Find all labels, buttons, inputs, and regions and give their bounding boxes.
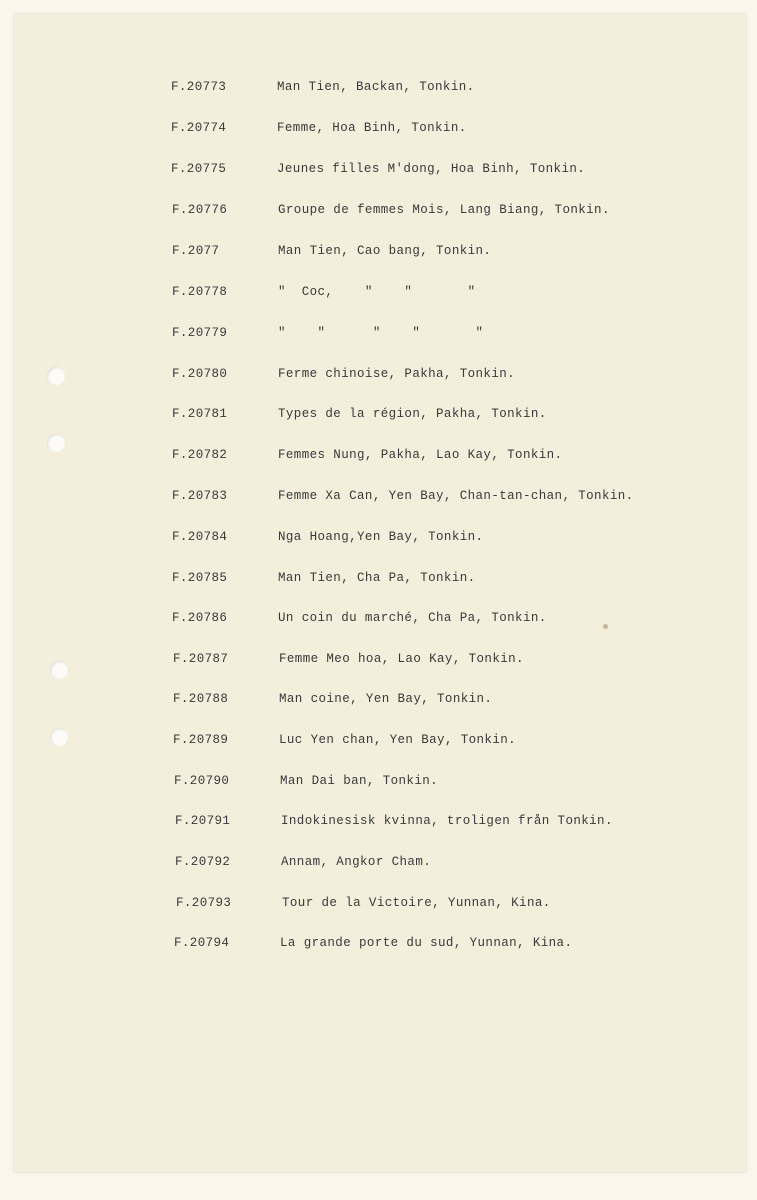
- list-item: [172, 448, 692, 468]
- list-item: [172, 571, 692, 591]
- catalog-number: F.20781: [172, 407, 228, 421]
- catalog-number: F.2077: [172, 244, 220, 258]
- catalog-number: F.20792: [175, 855, 231, 869]
- entry-description: " Coc, " " ": [278, 285, 476, 299]
- entry-description: Types de la région, Pakha, Tonkin.: [278, 407, 547, 421]
- list-item: [176, 896, 696, 916]
- entry-description: Man Tien, Backan, Tonkin.: [277, 80, 475, 94]
- list-item: [172, 367, 692, 387]
- entry-description: Man Dai ban, Tonkin.: [280, 774, 439, 788]
- document-page: [14, 14, 746, 1172]
- catalog-number: F.20785: [172, 571, 228, 585]
- catalog-number: F.20786: [172, 611, 228, 625]
- entry-description: Ferme chinoise, Pakha, Tonkin.: [278, 367, 516, 381]
- entry-description: Annam, Angkor Cham.: [281, 855, 432, 869]
- list-item: [171, 80, 691, 100]
- catalog-number: F.20782: [172, 448, 228, 462]
- list-item: [172, 611, 692, 631]
- entry-description: La grande porte du sud, Yunnan, Kina.: [280, 936, 573, 950]
- catalog-number: F.20791: [175, 814, 231, 828]
- list-item: [173, 733, 693, 753]
- catalog-number: F.20790: [174, 774, 230, 788]
- entry-description: Femmes Nung, Pakha, Lao Kay, Tonkin.: [278, 448, 563, 462]
- list-item: [172, 407, 692, 427]
- entry-description: Tour de la Victoire, Yunnan, Kina.: [282, 896, 551, 910]
- catalog-number: F.20773: [171, 80, 227, 94]
- entry-description: " " " " ": [278, 326, 484, 340]
- list-item: [172, 489, 692, 509]
- entry-description: Femme Xa Can, Yen Bay, Chan-tan-chan, Tonkin.: [278, 489, 634, 503]
- entry-description: Groupe de femmes Mois, Lang Biang, Tonkin.: [278, 203, 610, 217]
- list-item: [172, 285, 692, 305]
- punch-hole: [47, 367, 65, 385]
- catalog-number: F.20783: [172, 489, 228, 503]
- list-item: [171, 162, 691, 182]
- entry-description: Nga Hoang,Yen Bay, Tonkin.: [278, 530, 484, 544]
- entry-description: Man Tien, Cha Pa, Tonkin.: [278, 571, 476, 585]
- entry-description: Luc Yen chan, Yen Bay, Tonkin.: [279, 733, 517, 747]
- entry-description: Un coin du marché, Cha Pa, Tonkin.: [278, 611, 547, 625]
- catalog-number: F.20775: [171, 162, 227, 176]
- catalog-number: F.20776: [172, 203, 228, 217]
- punch-hole: [50, 661, 68, 679]
- list-item: [173, 692, 693, 712]
- list-item: [174, 774, 694, 794]
- list-item: [172, 244, 692, 264]
- catalog-number: F.20780: [172, 367, 228, 381]
- list-item: [172, 530, 692, 550]
- catalog-number: F.20794: [174, 936, 230, 950]
- entry-description: Man coine, Yen Bay, Tonkin.: [279, 692, 493, 706]
- list-item: [172, 326, 692, 346]
- list-item: [172, 203, 692, 223]
- catalog-number: F.20774: [171, 121, 227, 135]
- entry-description: Femme, Hoa Binh, Tonkin.: [277, 121, 467, 135]
- list-item: [175, 855, 695, 875]
- catalog-number: F.20788: [173, 692, 229, 706]
- punch-hole: [50, 728, 68, 746]
- catalog-number: F.20778: [172, 285, 228, 299]
- list-item: [173, 652, 693, 672]
- entry-description: Indokinesisk kvinna, troligen från Tonkin.: [281, 814, 613, 828]
- catalog-number: F.20784: [172, 530, 228, 544]
- list-item: [174, 936, 694, 956]
- catalog-number: F.20789: [173, 733, 229, 747]
- entry-description: Man Tien, Cao bang, Tonkin.: [278, 244, 492, 258]
- catalog-number: F.20779: [172, 326, 228, 340]
- list-item: [175, 814, 695, 834]
- punch-hole: [47, 434, 65, 452]
- entry-description: Jeunes filles M'dong, Hoa Binh, Tonkin.: [277, 162, 586, 176]
- list-item: [171, 121, 691, 141]
- catalog-number: F.20793: [176, 896, 232, 910]
- entry-description: Femme Meo hoa, Lao Kay, Tonkin.: [279, 652, 524, 666]
- catalog-number: F.20787: [173, 652, 229, 666]
